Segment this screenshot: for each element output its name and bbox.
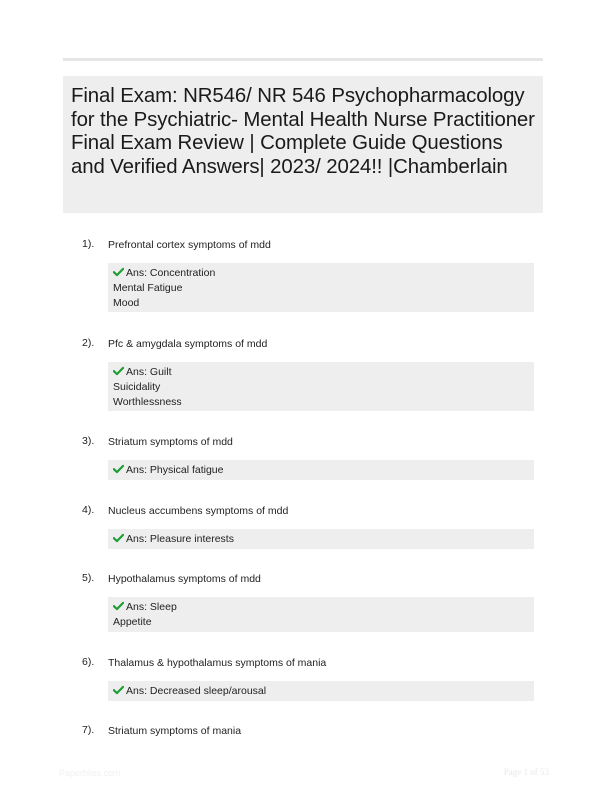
answer-line <box>113 600 529 615</box>
check-icon <box>113 366 124 376</box>
answer-line: Worthlessness <box>113 396 182 408</box>
answer-text: Ans: Guilt <box>126 366 172 378</box>
question-text: Hypothalamus symptoms of mdd <box>108 573 261 585</box>
answer-line <box>113 463 529 478</box>
question-number: 6). <box>82 656 95 668</box>
answer-line <box>113 684 529 699</box>
question-number: 5). <box>82 572 95 584</box>
answer-line: Mood <box>113 297 140 309</box>
question-number: 3). <box>82 435 95 447</box>
answer-box <box>108 362 534 411</box>
check-icon <box>113 267 124 277</box>
answer-text: Ans: Concentration <box>126 267 216 279</box>
answer-box <box>108 681 534 701</box>
check-icon <box>113 464 124 474</box>
check-icon <box>113 601 124 611</box>
question-number: 7). <box>82 724 95 736</box>
question-number: 1). <box>82 238 95 250</box>
footer-site-watermark: Paperbliss.com <box>59 768 121 778</box>
answer-line <box>113 532 529 547</box>
question-text: Thalamus & hypothalamus symptoms of mania <box>108 657 327 669</box>
answer-line: Suicidality <box>113 381 161 393</box>
answer-box <box>108 529 534 549</box>
answer-box <box>108 263 534 312</box>
answer-line <box>113 266 529 281</box>
question-number: 4). <box>82 504 95 516</box>
answer-text: Ans: Sleep <box>126 601 177 613</box>
answer-text: Ans: Pleasure interests <box>126 533 234 545</box>
question-text: Striatum symptoms of mdd <box>108 436 233 448</box>
question-text: Striatum symptoms of mania <box>108 725 242 737</box>
footer-page-number: Page 1 of 53 <box>503 767 549 777</box>
answer-line: Appetite <box>113 616 152 628</box>
question-text: Pfc & amygdala symptoms of mdd <box>108 338 268 350</box>
question-text: Prefrontal cortex symptoms of mdd <box>108 239 271 251</box>
check-icon <box>113 685 124 695</box>
question-text: Nucleus accumbens symptoms of mdd <box>108 505 289 517</box>
answer-box <box>108 460 534 480</box>
answer-line <box>113 365 529 380</box>
answer-text: Ans: Physical fatigue <box>126 464 224 476</box>
answer-box <box>108 597 534 632</box>
answer-line: Mental Fatigue <box>113 282 183 294</box>
answer-text: Ans: Decreased sleep/arousal <box>126 685 267 697</box>
check-icon <box>113 533 124 543</box>
document-title: Final Exam: NR546/ NR 546 Psychopharmacology for the Psychiatric- Mental Health Nurse Practitioner Final Exam Review | Complete Guide Questions and Verified Answers| 2023/ 2024!! |Chamberlain <box>71 85 535 178</box>
question-number: 2). <box>82 337 95 349</box>
